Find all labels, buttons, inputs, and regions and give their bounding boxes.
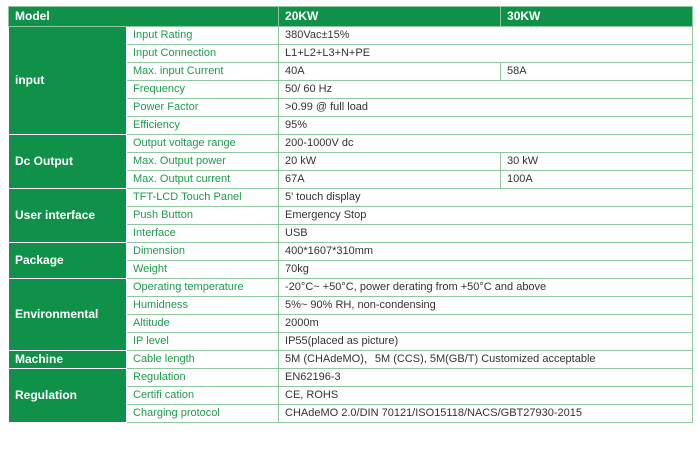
param-cell: Push Button <box>127 207 279 225</box>
category-cell: Environmental <box>9 279 127 351</box>
value-30kw-cell: 58A <box>501 63 693 81</box>
param-cell: Regulation <box>127 369 279 387</box>
value-20kw-cell: 20 kW <box>279 153 501 171</box>
param-cell: Charging protocol <box>127 405 279 423</box>
value-20kw-cell: 95% <box>279 117 693 135</box>
param-cell: Dimension <box>127 243 279 261</box>
category-cell: Dc Output <box>9 135 127 189</box>
value-20kw-cell: 200-1000V dc <box>279 135 693 153</box>
param-cell: Max. Output current <box>127 171 279 189</box>
category-cell: Package <box>9 243 127 279</box>
header-20kw: 20KW <box>279 7 501 27</box>
value-20kw-cell: 40A <box>279 63 501 81</box>
header-model: Model <box>9 7 279 27</box>
value-30kw-cell: 30 kW <box>501 153 693 171</box>
table-row <box>9 189 693 207</box>
header-row <box>9 7 693 27</box>
value-20kw-cell: USB <box>279 225 693 243</box>
value-20kw-cell: L1+L2+L3+N+PE <box>279 45 693 63</box>
param-cell: Input Connection <box>127 45 279 63</box>
param-cell: IP level <box>127 333 279 351</box>
value-20kw-cell: 380Vac±15% <box>279 27 693 45</box>
param-cell: Certifi cation <box>127 387 279 405</box>
table-row <box>9 369 693 387</box>
param-cell: Input Rating <box>127 27 279 45</box>
value-20kw-cell: 5' touch display <box>279 189 693 207</box>
param-cell: Interface <box>127 225 279 243</box>
table-row <box>9 351 693 369</box>
param-cell: Efficiency <box>127 117 279 135</box>
param-cell: Power Factor <box>127 99 279 117</box>
value-30kw-cell: 100A <box>501 171 693 189</box>
param-cell: Max. input Current <box>127 63 279 81</box>
param-cell: Cable length <box>127 351 279 369</box>
value-20kw-cell: CHAdeMO 2.0/DIN 70121/ISO15118/NACS/GBT27930-2015 <box>279 405 693 423</box>
category-cell: input <box>9 27 127 135</box>
param-cell: Humidness <box>127 297 279 315</box>
value-20kw-cell: Emergency Stop <box>279 207 693 225</box>
category-cell: Regulation <box>9 369 127 423</box>
table-row <box>9 279 693 297</box>
value-20kw-cell: 5M (CHAdeMO)，5M (CCS), 5M(GB/T) Customized acceptable <box>279 351 693 369</box>
value-20kw-cell: 2000m <box>279 315 693 333</box>
param-cell: Frequency <box>127 81 279 99</box>
value-20kw-cell: EN62196-3 <box>279 369 693 387</box>
param-cell: Output voltage range <box>127 135 279 153</box>
param-cell: Operating temperature <box>127 279 279 297</box>
value-20kw-cell: IP55(placed as picture) <box>279 333 693 351</box>
param-cell: TFT-LCD Touch Panel <box>127 189 279 207</box>
category-cell: User interface <box>9 189 127 243</box>
spec-body <box>9 27 693 423</box>
category-cell: Machine <box>9 351 127 369</box>
value-20kw-cell: 400*1607*310mm <box>279 243 693 261</box>
value-20kw-cell: 5%~ 90% RH, non-condensing <box>279 297 693 315</box>
param-cell: Altitude <box>127 315 279 333</box>
param-cell: Max. Output power <box>127 153 279 171</box>
value-20kw-cell: 50/ 60 Hz <box>279 81 693 99</box>
value-20kw-cell: CE, ROHS <box>279 387 693 405</box>
table-row <box>9 243 693 261</box>
table-row <box>9 27 693 45</box>
value-20kw-cell: 70kg <box>279 261 693 279</box>
param-cell: Weight <box>127 261 279 279</box>
value-20kw-cell: -20°C~ +50°C, power derating from +50°C and above <box>279 279 693 297</box>
value-20kw-cell: 67A <box>279 171 501 189</box>
value-20kw-cell: >0.99 @ full load <box>279 99 693 117</box>
header-30kw: 30KW <box>501 7 693 27</box>
table-row <box>9 135 693 153</box>
spec-table <box>8 6 693 423</box>
